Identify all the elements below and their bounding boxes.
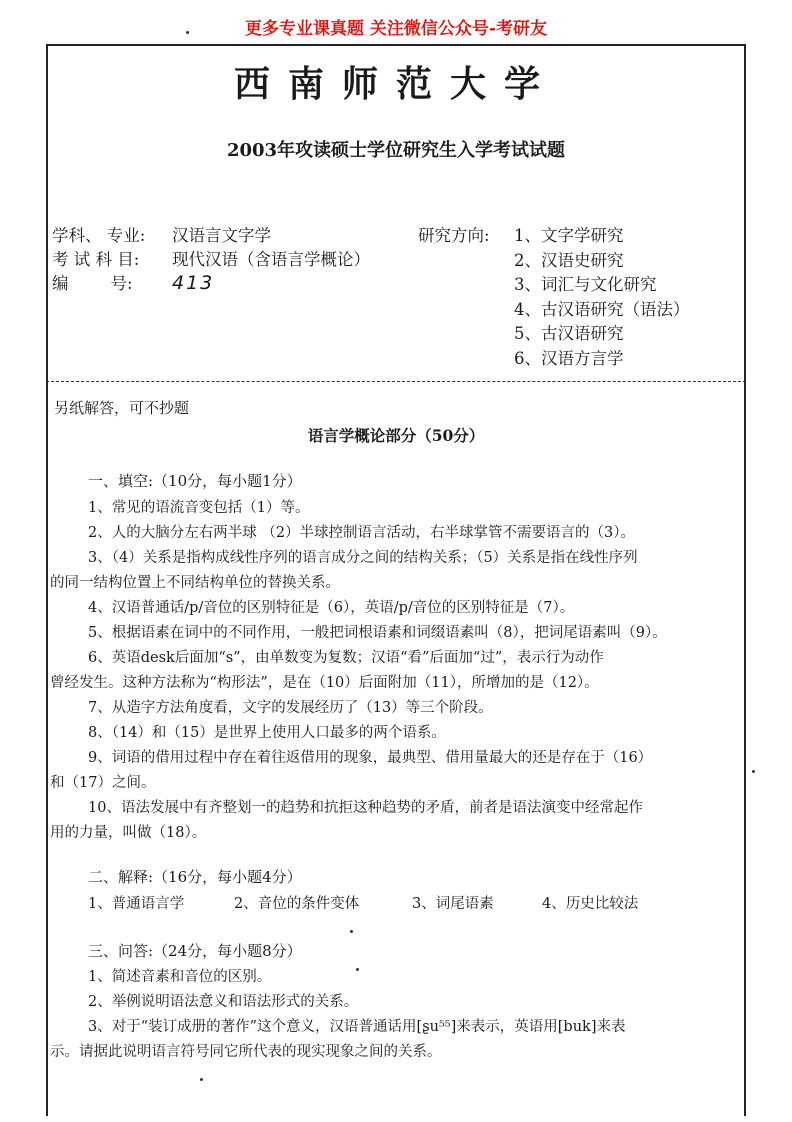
subject-label: 学科、 专业: <box>52 226 146 245</box>
part3-heading: 三、问答:（24分，每小题8分） <box>88 942 302 960</box>
course-row <box>52 246 370 270</box>
term-item: 1、普通语言学 <box>88 896 185 912</box>
question-line: 用的力量，叫做（18）。 <box>50 825 207 841</box>
research-item: 5、古汉语研究 <box>514 324 624 343</box>
question-line: 3、对于“装订成册的著作”这个意义，汉语普通话用[ʂu⁵⁵]来表示，英语用[buk]来表 <box>88 1019 626 1035</box>
term-item: 2、音位的条件变体 <box>234 896 360 912</box>
question-line: 2、举例说明语法意义和语法形式的关系。 <box>88 994 359 1010</box>
university-name: 西南师范大学 <box>233 63 558 105</box>
scan-speck <box>350 930 353 933</box>
question-line: 9、词语的借用过程中存在着往返借用的现象，最典型、借用量最大的还是存在于（16） <box>88 750 653 766</box>
term-item: 3、词尾语素 <box>412 896 494 912</box>
course-value: 现代汉语（含语言学概论） <box>172 250 370 269</box>
question-line: 5、根据语素在词中的不同作用，一般把词根语素和词缀语素叫（8），把词尾语素叫（9）。 <box>88 625 667 641</box>
scan-speck <box>356 968 359 971</box>
exam-title: 2003年攻读硕士学位研究生入学考试试题 <box>226 140 566 161</box>
research-item: 2、汉语史研究 <box>514 250 624 270</box>
scan-speck <box>200 1078 203 1081</box>
research-label: 研究方向: <box>418 226 490 245</box>
research-item: 1、文字学研究 <box>514 226 624 245</box>
question-line: 4、汉语普通话/p/音位的区别特征是（6），英语/p/音位的区别特征是（7）。 <box>88 600 575 616</box>
question-line: 2、人的大脑分左右两半球 （2）半球控制语言活动，右半球掌管不需要语言的（3）。 <box>88 525 636 541</box>
code-label: 编 号: <box>52 274 133 293</box>
question-line: 8、（14）和（15）是世界上使用人口最多的两个语系。 <box>88 725 446 741</box>
question-line: 曾经发生。这种方法称为“构形法”，是在（10）后面附加（11），所增加的是（12）。 <box>50 675 599 691</box>
question-line: 示。请据此说明语言符号同它所代表的现实现象之间的关系。 <box>50 1044 442 1060</box>
part2-heading: 二、解释:（16分，每小题4分） <box>88 868 302 886</box>
question-line: 10、语法发展中有齐整划一的趋势和抗拒这种趋势的矛盾，前者是语法演变中经常起作 <box>88 800 643 816</box>
header-separator <box>46 381 746 382</box>
scan-speck <box>186 31 189 34</box>
question-line: 7、从造字方法角度看，文字的发展经历了（13）等三个阶段。 <box>88 700 493 716</box>
question-line: 1、常见的语流音变包括（1）等。 <box>88 500 310 516</box>
term-item: 4、历史比较法 <box>542 896 639 912</box>
question-line: 和（17）之间。 <box>50 775 156 791</box>
research-item: 6、汉语方言学 <box>514 348 624 368</box>
promo-banner: 更多专业课真题 关注微信公众号-考研友 <box>245 19 547 39</box>
scan-speck <box>752 770 755 773</box>
research-item: 3、词汇与文化研究 <box>514 275 657 294</box>
question-line: 1、简述音素和音位的区别。 <box>88 969 272 985</box>
question-line: 6、英语desk后面加“s”，由单数变为复数；汉语“看”后面加“过”，表示行为动作 <box>88 650 604 666</box>
subject-value: 汉语言文字学 <box>172 226 271 245</box>
instruction: 另纸解答，可不抄题 <box>54 399 190 417</box>
course-label: 考 试 科 目: <box>52 250 140 269</box>
section-title: 语言学概论部分（50分） <box>307 426 485 445</box>
subject-row <box>52 222 271 246</box>
question-line: 的同一结构位置上不同结构单位的替换关系。 <box>50 575 340 591</box>
part1-heading: 一、填空:（10分，每小题1分） <box>88 472 302 490</box>
code-value: 413 <box>172 272 215 294</box>
question-line: 3、（4）关系是指构成线性序列的语言成分之间的结构关系；（5）关系是指在线性序列 <box>88 550 638 566</box>
research-item: 4、古汉语研究（语法） <box>514 299 690 319</box>
research-list <box>514 222 690 369</box>
code-row <box>52 270 214 294</box>
